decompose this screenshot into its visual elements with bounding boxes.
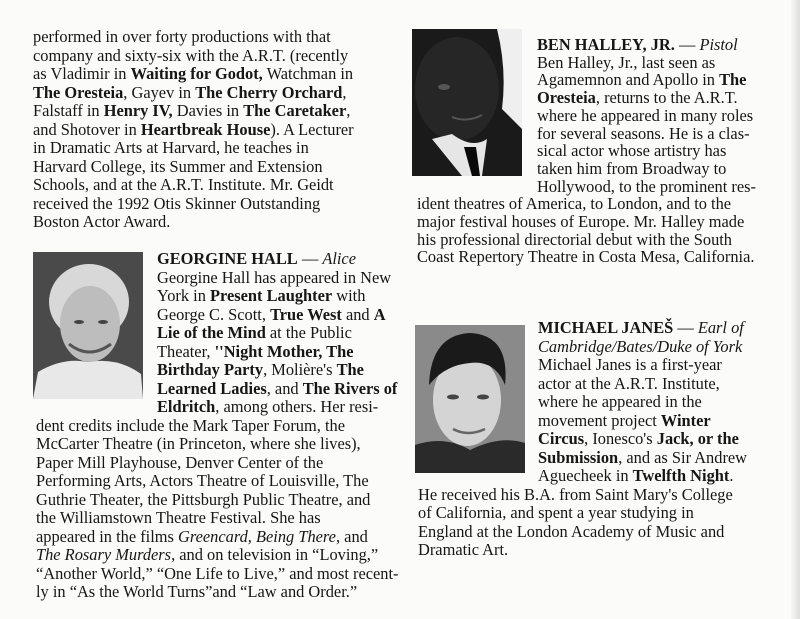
bold-title-text: MICHAEL JANEŠ — [538, 318, 674, 337]
text-segment: in Dramatic Arts at Harvard, he teaches in — [33, 138, 309, 157]
text-segment: , among others. Her resi- — [215, 397, 379, 416]
bio-text-line — [36, 417, 345, 435]
text-segment: “Another World,” “One Life to Live,” and most recent- — [36, 563, 399, 583]
bio-text-line — [36, 472, 369, 490]
text-segment: England at the London Academy of Music and — [418, 521, 725, 541]
text-segment: his professional directorial debut with the South — [417, 229, 733, 249]
bio-text-line — [538, 449, 747, 467]
bio-text-line — [157, 343, 353, 361]
bio-text-line — [33, 139, 309, 157]
bio-text-line — [417, 231, 732, 249]
text-segment: , Gayev in — [123, 82, 196, 102]
bold-title-text: Birthday Party — [157, 360, 264, 379]
text-segment: Watchman in — [262, 64, 354, 83]
text-segment: ). A Lecturer — [270, 119, 354, 139]
bold-title-text: Henry IV, — [103, 101, 173, 120]
bio-text-line — [157, 287, 365, 305]
text-segment: Performing Arts, Actors Theatre of Louisville, The — [36, 471, 369, 490]
bio-text-line — [33, 47, 348, 65]
italic-text: Pistol — [699, 35, 738, 54]
text-segment: company and sixty-six with the A.R.T. (recently — [33, 45, 349, 65]
bio-text-line — [418, 523, 724, 541]
text-segment: Schools, and at the A.R.T. Institute. Mr. Geidt — [33, 175, 334, 194]
bio-text-line — [157, 269, 391, 287]
bold-title-text: The Caretaker — [243, 101, 347, 120]
text-segment: , and as Sir Andrew — [618, 447, 748, 467]
georgine-hall-photo — [33, 252, 143, 399]
text-segment: Coast Repertory Theatre in Costa Mesa, California. — [417, 247, 755, 267]
bio-text-line — [418, 486, 733, 504]
text-segment: , returns to the A.R.T. — [595, 88, 738, 108]
text-segment: sical actor whose artistry has — [537, 141, 727, 161]
bio-text-line — [538, 356, 722, 374]
bio-text-line — [33, 65, 353, 83]
text-segment: taken him from Broadway to — [537, 158, 727, 178]
text-segment: for several seasons. He is a clas- — [537, 123, 750, 143]
bio-text-line — [36, 454, 323, 472]
text-segment: . — [729, 466, 734, 485]
bio-heading-line — [538, 319, 744, 337]
text-segment: , and — [335, 526, 368, 546]
text-segment: of California, and spent a year studying in — [418, 503, 694, 522]
bold-title-text: BEN HALLEY, JR. — [537, 35, 675, 54]
bio-text-line — [33, 102, 350, 120]
bold-title-text: Lie of the Mind — [157, 323, 266, 342]
text-segment: major festival houses of Europe. Mr. Halley made — [417, 212, 745, 231]
text-segment: and — [341, 304, 374, 324]
text-segment: Michael Janes is a first-year — [538, 355, 722, 374]
italic-text: Earl of — [697, 318, 744, 337]
bold-title-text: True West — [270, 304, 342, 324]
bio-text-line — [537, 178, 756, 196]
italic-text: Cambridge/Bates/Duke of York — [538, 336, 743, 356]
text-segment: Dramatic Art. — [418, 540, 509, 559]
text-segment: , — [346, 101, 351, 120]
text-segment: McCarter Theatre (in Princeton, where she lives), — [36, 434, 361, 453]
bold-title-text: Learned Ladies — [157, 378, 267, 398]
bio-text-line — [537, 71, 746, 89]
bio-text-line — [418, 541, 508, 559]
text-segment: , and — [266, 378, 303, 398]
bold-title-text: The Rivers of — [302, 378, 398, 398]
text-segment: Georgine Hall has appeared in New — [157, 267, 392, 287]
bio-text-line — [36, 528, 368, 546]
bold-title-text: Present Laughter — [210, 286, 333, 305]
text-segment: Aguecheek in — [538, 466, 633, 485]
text-segment: , Ionesco's — [584, 429, 657, 448]
text-segment: received the 1992 Otis Skinner Outstanding — [33, 193, 321, 213]
text-segment: Agamemnon and Apollo in — [537, 70, 720, 90]
italic-text: The Rosary Murders — [36, 545, 172, 564]
bio-text-line — [157, 398, 378, 416]
michael-janes-photo — [415, 325, 525, 473]
text-segment: where he appeared in many roles — [537, 105, 754, 125]
bio-text-line — [417, 195, 731, 213]
text-segment: appeared in the films — [36, 526, 179, 546]
bio-text-line — [33, 121, 354, 139]
text-segment: at the Public — [265, 323, 352, 342]
bold-title-text: GEORGINE HALL — [157, 249, 298, 268]
text-segment: Ben Halley, Jr., last seen as — [537, 52, 716, 72]
text-segment: ident theatres of America, to London, and to the — [417, 194, 732, 214]
text-segment: Paper Mill Playhouse, Denver Center of the — [36, 452, 324, 472]
text-segment: , and on television in “Loving,” — [171, 545, 379, 564]
text-segment: — — [297, 249, 323, 268]
text-segment: , Molière's — [263, 360, 337, 379]
bold-title-text: Winter — [660, 410, 711, 430]
bio-text-line — [538, 412, 711, 430]
bio-text-line — [36, 583, 357, 601]
bio-text-line — [36, 435, 361, 453]
bio-text-line — [36, 546, 378, 564]
bio-text-line — [538, 375, 720, 393]
text-segment: where he appeared in the — [538, 392, 702, 411]
text-segment: Falstaff in — [33, 101, 104, 120]
bio-text-line — [33, 84, 347, 102]
bold-title-text: Jack, or the — [656, 429, 739, 448]
text-segment: the Williamstown Theatre Festival. She has — [36, 508, 321, 527]
bio-heading-line — [157, 250, 356, 268]
bio-text-line — [36, 565, 398, 583]
text-segment: actor at the A.R.T. Institute, — [538, 373, 720, 393]
text-segment: Guthrie Theater, the Pittsburgh Public Theatre, and — [36, 489, 371, 509]
bio-text-line — [33, 213, 170, 231]
text-segment: , — [342, 82, 347, 102]
bold-title-text: Twelfth Night — [632, 466, 730, 485]
text-segment: ly in “As the World Turns”and “Law and Order.” — [36, 582, 358, 601]
text-segment: — — [673, 318, 698, 337]
text-segment: George C. Scott, — [157, 304, 271, 324]
bio-text-line — [537, 142, 726, 160]
bold-title-text: ''Night Mother, The — [214, 341, 354, 361]
text-segment: York in — [157, 286, 210, 305]
bio-text-line — [417, 213, 744, 231]
bold-title-text: The Oresteia — [33, 82, 124, 102]
italic-text: Greencard, Being There — [178, 526, 336, 546]
bold-title-text: Eldritch — [157, 397, 216, 416]
text-segment: He received his B.A. from Saint Mary's College — [418, 484, 733, 504]
bio-text-line — [537, 125, 750, 143]
bio-heading-line — [537, 36, 738, 54]
bio-text-line — [33, 195, 320, 213]
text-segment: and Shotover in — [33, 119, 141, 139]
bold-title-text: The — [719, 70, 747, 90]
bio-text-line — [537, 54, 715, 72]
bold-title-text: Waiting for Godot, — [130, 64, 263, 83]
text-segment: Theater, — [157, 341, 215, 361]
bio-text-line — [538, 467, 733, 485]
page-edge-shadow — [790, 0, 800, 619]
text-segment: performed in over forty productions with that — [33, 27, 331, 46]
bio-text-line — [33, 158, 323, 176]
bio-text-line — [417, 248, 754, 266]
bio-text-line — [157, 306, 386, 324]
text-segment: — — [674, 35, 700, 54]
bio-text-line — [33, 28, 331, 46]
ben-halley-photo — [412, 29, 522, 176]
bio-text-line — [157, 380, 397, 398]
bold-title-text: The Cherry Orchard — [195, 82, 343, 102]
bio-text-line — [33, 176, 334, 194]
bold-title-text: Circus — [538, 429, 585, 448]
bold-title-text: A — [373, 304, 386, 324]
bio-text-line — [418, 504, 694, 522]
bio-text-line — [157, 361, 364, 379]
bio-text-line — [537, 160, 726, 178]
text-segment: Davies in — [172, 101, 244, 120]
bold-title-text: Heartbreak House — [140, 119, 271, 139]
bio-text-line — [538, 338, 742, 356]
text-segment: with — [332, 286, 366, 305]
bio-text-line — [36, 491, 370, 509]
bold-title-text: Submission — [538, 447, 619, 467]
bio-text-line — [157, 324, 352, 342]
text-segment: movement project — [538, 410, 661, 430]
bio-text-line — [538, 430, 739, 448]
text-segment: as Vladimir in — [33, 64, 131, 83]
bio-text-line — [538, 393, 702, 411]
bold-title-text: Oresteia — [537, 88, 596, 108]
bio-text-line — [36, 509, 321, 527]
italic-text: Alice — [322, 249, 356, 268]
bold-title-text: The — [336, 360, 364, 379]
bio-text-line — [537, 107, 753, 125]
text-segment: dent credits include the Mark Taper Forum, the — [36, 415, 345, 435]
text-segment: Hollywood, to the prominent res- — [537, 176, 756, 196]
text-segment: Boston Actor Award. — [33, 212, 171, 231]
text-segment: Harvard College, its Summer and Extension — [33, 156, 323, 176]
bio-text-line — [537, 89, 738, 107]
